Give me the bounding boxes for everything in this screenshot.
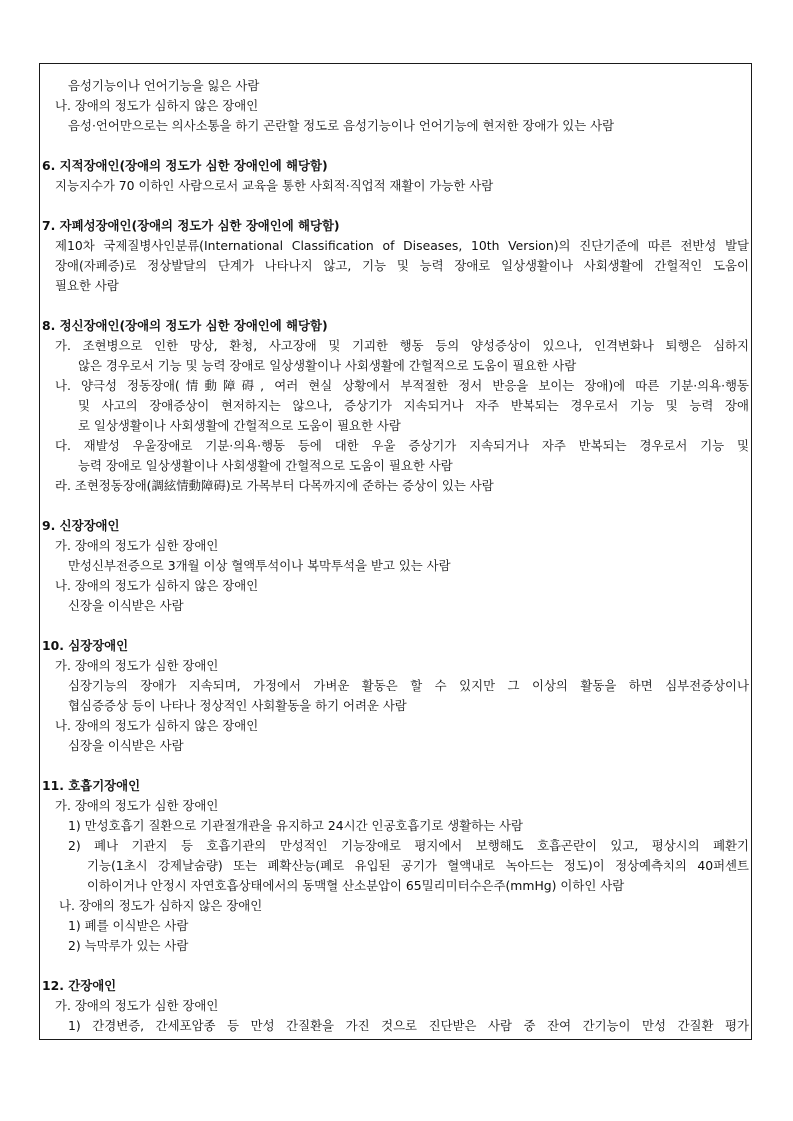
sub-item: 나. 장애의 정도가 심하지 않은 장애인 [55,98,259,113]
sub-item: 다. 재발성 우울장애로 기분·의욕·행동 등에 대한 우울 증상기가 지속되거나 자주 반복되는 경우로서 기능 및 [55,438,749,453]
section-heading: 12. 간장애인 [42,978,117,993]
text-line: 기능(1초시 강제날숨량) 또는 폐확산능(폐로 유입된 공기가 혈액내로 녹아드는 정도)이 정상예측치의 40퍼센트 [87,858,749,873]
sub-item: 가. 장애의 정도가 심한 장애인 [55,538,219,553]
text-line: 지능지수가 70 이하인 사람으로서 교육을 통한 사회적·직업적 재활이 가능한 사람 [55,178,494,193]
text-line: 능력 장애로 일상생활이나 사회생활에 간헐적으로 도움이 필요한 사람 [78,458,453,473]
text-line: 음성·언어만으로는 의사소통을 하기 곤란할 정도로 음성기능이나 언어기능에 현저한 장애가 있는 사람 [68,118,615,133]
sub-item: 가. 장애의 정도가 심한 장애인 [55,798,219,813]
text-line: 심장기능의 장애가 지속되며, 가정에서 가벼운 활동은 할 수 있지만 그 이상의 활동을 하면 심부전증상이나 [68,678,749,693]
text-line: 협심증증상 등이 나타나 정상적인 사회활동을 하기 어려운 사람 [68,698,407,713]
section-heading: 7. 자폐성장애인(장애의 정도가 심한 장애인에 해당함) [42,218,340,233]
sub-item: 라. 조현정동장애(調絃情動障碍)로 가목부터 다목까지에 준하는 증상이 있는 사람 [55,478,494,493]
section-heading: 10. 심장장애인 [42,638,129,653]
section-heading: 6. 지적장애인(장애의 정도가 심한 장애인에 해당함) [42,158,328,173]
text-line: 만성신부전증으로 3개월 이상 혈액투석이나 복막투석을 받고 있는 사람 [68,558,451,573]
section-heading: 8. 정신장애인(장애의 정도가 심한 장애인에 해당함) [42,318,328,333]
text-line: 필요한 사람 [55,278,119,293]
text-line: 및 사고의 장애증상이 현저하지는 않으나, 증상기가 지속되거나 자주 반복되는 경우로서 기능 및 능력 장애 [78,398,749,413]
section-heading: 9. 신장장애인 [42,518,120,533]
text-line: 장애(자폐증)로 정상발달의 단계가 나타나지 않고, 기능 및 능력 장애로 일상생활이나 사회생활에 간헐적인 도움이 [55,258,749,273]
sub-item: 나. 양극성 정동장애(情動障碍, 여러 현실 상황에서 부적절한 정서 반응을 보이는 장애)에 따른 기분·의욕·행동 [55,378,749,393]
numbered-item: 1) 간경변증, 간세포암종 등 만성 간질환을 가진 것으로 진단받은 사람 중 잔여 간기능이 만성 간질환 평가 [68,1018,749,1033]
section-heading: 11. 호흡기장애인 [42,778,141,793]
sub-item: 나. 장애의 정도가 심하지 않은 장애인 [59,898,263,913]
numbered-item: 1) 폐를 이식받은 사람 [68,918,189,933]
sub-item: 가. 장애의 정도가 심한 장애인 [55,998,219,1013]
text-line: 제10차 국제질병사인분류(International Classification of Diseases, 10th Version)의 진단기준에 따른 전반성 발달 [55,238,749,253]
text-line: 이하이거나 안정시 자연호흡상태에서의 동맥혈 산소분압이 65밀리미터수은주(mmHg) 이하인 사람 [87,878,625,893]
sub-item: 가. 조현병으로 인한 망상, 환청, 사고장애 및 기괴한 행동 등의 양성증상이 있으나, 인격변화나 퇴행은 심하지 [55,338,749,353]
numbered-item: 2) 폐나 기관지 등 호흡기관의 만성적인 기능장애로 평지에서 보행해도 호흡곤란이 있고, 평상시의 폐환기 [68,838,749,853]
text-line: 심장을 이식받은 사람 [68,738,184,753]
text-line: 않은 경우로서 기능 및 능력 장애로 일상생활이나 사회생활에 간헐적으로 도움이 필요한 사람 [78,358,577,373]
sub-item: 나. 장애의 정도가 심하지 않은 장애인 [55,578,259,593]
document-frame [39,63,752,1040]
text-line: 신장을 이식받은 사람 [68,598,184,613]
numbered-item: 1) 만성호흡기 질환으로 기관절개관을 유지하고 24시간 인공호흡기로 생활하는 사람 [68,818,523,833]
sub-item: 가. 장애의 정도가 심한 장애인 [55,658,219,673]
sub-item: 나. 장애의 정도가 심하지 않은 장애인 [55,718,259,733]
text-line: 로 일상생활이나 사회생활에 간헐적으로 도움이 필요한 사람 [78,418,401,433]
text-line: 음성기능이나 언어기능을 잃은 사람 [68,78,260,93]
numbered-item: 2) 늑막루가 있는 사람 [68,938,189,953]
